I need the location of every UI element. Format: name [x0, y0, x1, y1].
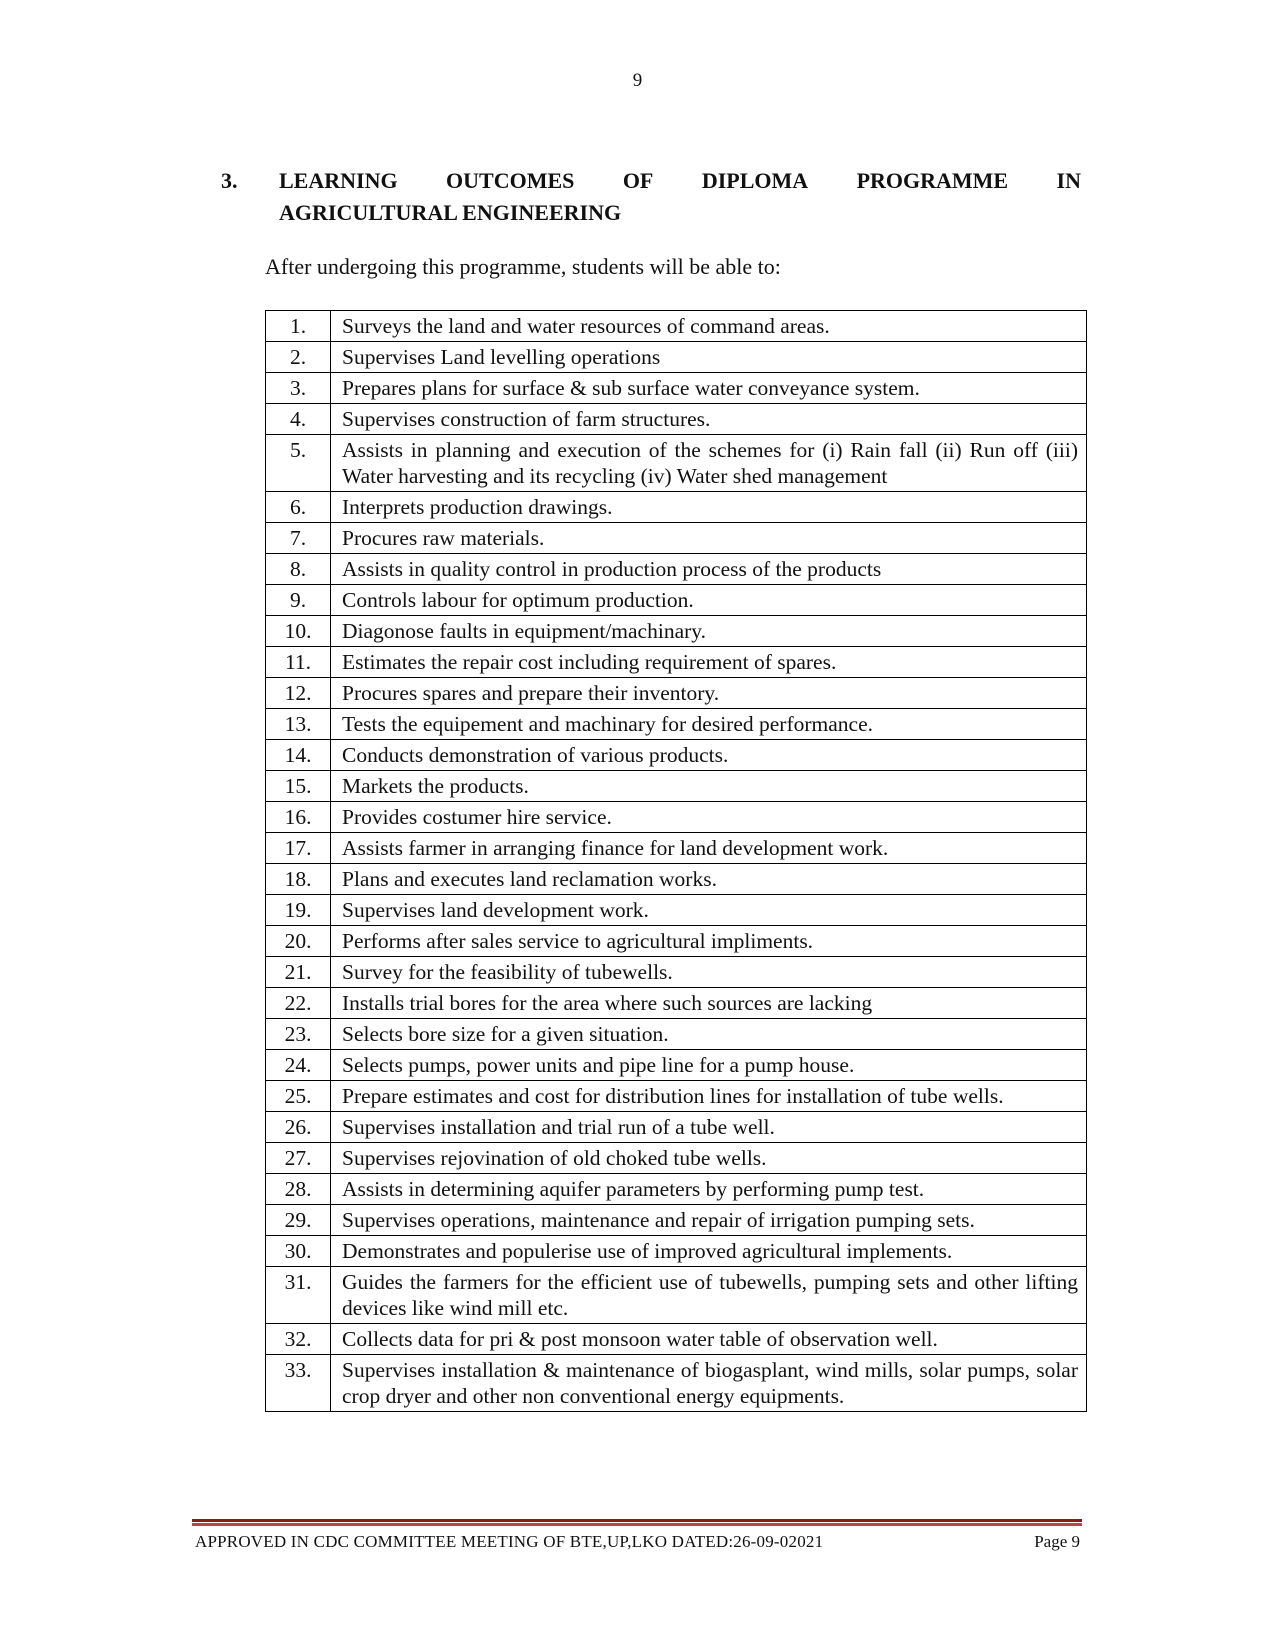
heading-word: LEARNING	[279, 168, 398, 193]
table-row	[266, 1112, 1087, 1143]
outcome-text: Controls labour for optimum production.	[331, 585, 1087, 616]
outcome-number: 27.	[266, 1143, 331, 1174]
outcome-number: 28.	[266, 1174, 331, 1205]
table-row	[266, 554, 1087, 585]
outcome-text: Prepares plans for surface & sub surface water conveyance system.	[331, 373, 1087, 404]
table-row	[266, 373, 1087, 404]
outcome-text: Estimates the repair cost including requirement of spares.	[331, 647, 1087, 678]
table-row	[266, 1236, 1087, 1267]
table-row	[266, 864, 1087, 895]
outcome-number: 21.	[266, 957, 331, 988]
table-row	[266, 1324, 1087, 1355]
outcome-text: Plans and executes land reclamation works.	[331, 864, 1087, 895]
outcome-text: Collects data for pri & post monsoon water table of observation well.	[331, 1324, 1087, 1355]
table-row	[266, 771, 1087, 802]
table-row	[266, 1205, 1087, 1236]
outcome-text: Surveys the land and water resources of command areas.	[331, 311, 1087, 342]
outcome-number: 10.	[266, 616, 331, 647]
outcome-number: 33.	[266, 1355, 331, 1412]
table-row	[266, 1143, 1087, 1174]
outcome-number: 16.	[266, 802, 331, 833]
heading-word: OF	[622, 168, 654, 193]
outcome-number: 8.	[266, 554, 331, 585]
outcome-text: Interprets production drawings.	[331, 492, 1087, 523]
outcome-text: Supervises rejovination of old choked tube wells.	[331, 1143, 1087, 1174]
outcome-text: Supervises operations, maintenance and repair of irrigation pumping sets.	[331, 1205, 1087, 1236]
outcome-number: 7.	[266, 523, 331, 554]
table-row	[266, 342, 1087, 373]
outcome-number: 26.	[266, 1112, 331, 1143]
outcome-number: 3.	[266, 373, 331, 404]
outcome-number: 15.	[266, 771, 331, 802]
outcome-text: Assists in planning and execution of the schemes for (i) Rain fall (ii) Run off (iii) Water harvesting and its recycling (iv) Water shed management	[331, 435, 1087, 492]
outcome-text: Procures spares and prepare their inventory.	[331, 678, 1087, 709]
outcome-text: Performs after sales service to agricultural impliments.	[331, 926, 1087, 957]
outcome-number: 25.	[266, 1081, 331, 1112]
table-row	[266, 802, 1087, 833]
table-row	[266, 957, 1087, 988]
outcome-number: 30.	[266, 1236, 331, 1267]
outcome-text: Markets the products.	[331, 771, 1087, 802]
outcome-text: Assists farmer in arranging finance for land development work.	[331, 833, 1087, 864]
heading-word: OUTCOMES	[446, 168, 575, 193]
outcome-text: Demonstrates and populerise use of improved agricultural implements.	[331, 1236, 1087, 1267]
outcome-text: Supervises land development work.	[331, 895, 1087, 926]
table-row	[266, 1019, 1087, 1050]
outcome-number: 13.	[266, 709, 331, 740]
heading-line-2: AGRICULTURAL ENGINEERING	[279, 200, 622, 225]
outcome-text: Supervises Land levelling operations	[331, 342, 1087, 373]
table-row	[266, 926, 1087, 957]
outcome-text: Supervises installation and trial run of a tube well.	[331, 1112, 1087, 1143]
outcome-number: 20.	[266, 926, 331, 957]
outcome-number: 19.	[266, 895, 331, 926]
outcome-text: Assists in determining aquifer parameters by performing pump test.	[331, 1174, 1087, 1205]
intro-text: After undergoing this programme, students will be able to:	[265, 254, 781, 279]
table-row	[266, 740, 1087, 771]
outcome-text: Procures raw materials.	[331, 523, 1087, 554]
outcome-text: Selects pumps, power units and pipe line for a pump house.	[331, 1050, 1087, 1081]
table-row	[266, 585, 1087, 616]
section-number: 3.	[221, 168, 238, 193]
table-row	[266, 616, 1087, 647]
outcome-number: 17.	[266, 833, 331, 864]
outcome-number: 12.	[266, 678, 331, 709]
table-row	[266, 895, 1087, 926]
table-row	[266, 1355, 1087, 1412]
outcome-number: 2.	[266, 342, 331, 373]
outcome-text: Guides the farmers for the efficient use of tubewells, pumping sets and other lifting devices like wind mill etc.	[331, 1267, 1087, 1324]
outcome-number: 4.	[266, 404, 331, 435]
outcome-number: 24.	[266, 1050, 331, 1081]
table-row	[266, 709, 1087, 740]
table-row	[266, 435, 1087, 492]
page-number-top: 9	[632, 70, 643, 91]
heading-line-1	[279, 165, 1081, 197]
outcome-number: 29.	[266, 1205, 331, 1236]
footer-page-number: Page 9	[1034, 1532, 1080, 1551]
outcome-text: Supervises construction of farm structures.	[331, 404, 1087, 435]
outcome-number: 18.	[266, 864, 331, 895]
table-row	[266, 678, 1087, 709]
outcome-text: Provides costumer hire service.	[331, 802, 1087, 833]
table-row	[266, 1050, 1087, 1081]
outcome-text: Survey for the feasibility of tubewells.	[331, 957, 1087, 988]
table-row	[266, 492, 1087, 523]
table-row	[266, 523, 1087, 554]
outcome-number: 11.	[266, 647, 331, 678]
table-row	[266, 1081, 1087, 1112]
outcome-text: Conducts demonstration of various products.	[331, 740, 1087, 771]
heading-word: PROGRAMME	[856, 168, 1009, 193]
outcome-number: 22.	[266, 988, 331, 1019]
outcome-number: 9.	[266, 585, 331, 616]
outcome-text: Diagonose faults in equipment/machinary.	[331, 616, 1087, 647]
table-row	[266, 988, 1087, 1019]
table-row	[266, 404, 1087, 435]
heading-word: IN	[1056, 168, 1081, 193]
outcome-text: Prepare estimates and cost for distribution lines for installation of tube wells.	[331, 1081, 1087, 1112]
outcome-number: 31.	[266, 1267, 331, 1324]
outcome-text: Selects bore size for a given situation.	[331, 1019, 1087, 1050]
outcome-text: Supervises installation & maintenance of biogasplant, wind mills, solar pumps, solar crop dryer and other non conventional energy equipments.	[331, 1355, 1087, 1412]
outcome-number: 6.	[266, 492, 331, 523]
heading-word: DIPLOMA	[701, 168, 809, 193]
table-row	[266, 311, 1087, 342]
footer-approval-note: APPROVED IN CDC COMMITTEE MEETING OF BTE,UP,LKO DATED:26-09-02021	[195, 1532, 824, 1551]
outcome-text: Installs trial bores for the area where such sources are lacking	[331, 988, 1087, 1019]
table-row	[266, 647, 1087, 678]
outcome-text: Tests the equipement and machinary for desired performance.	[331, 709, 1087, 740]
footer-divider	[192, 1519, 1082, 1526]
table-row	[266, 1174, 1087, 1205]
table-row	[266, 1267, 1087, 1324]
outcome-number: 14.	[266, 740, 331, 771]
outcome-number: 23.	[266, 1019, 331, 1050]
outcome-number: 5.	[266, 435, 331, 492]
outcome-text: Assists in quality control in production process of the products	[331, 554, 1087, 585]
outcome-number: 32.	[266, 1324, 331, 1355]
learning-outcomes-table	[265, 310, 1087, 1412]
outcome-number: 1.	[266, 311, 331, 342]
table-row	[266, 833, 1087, 864]
